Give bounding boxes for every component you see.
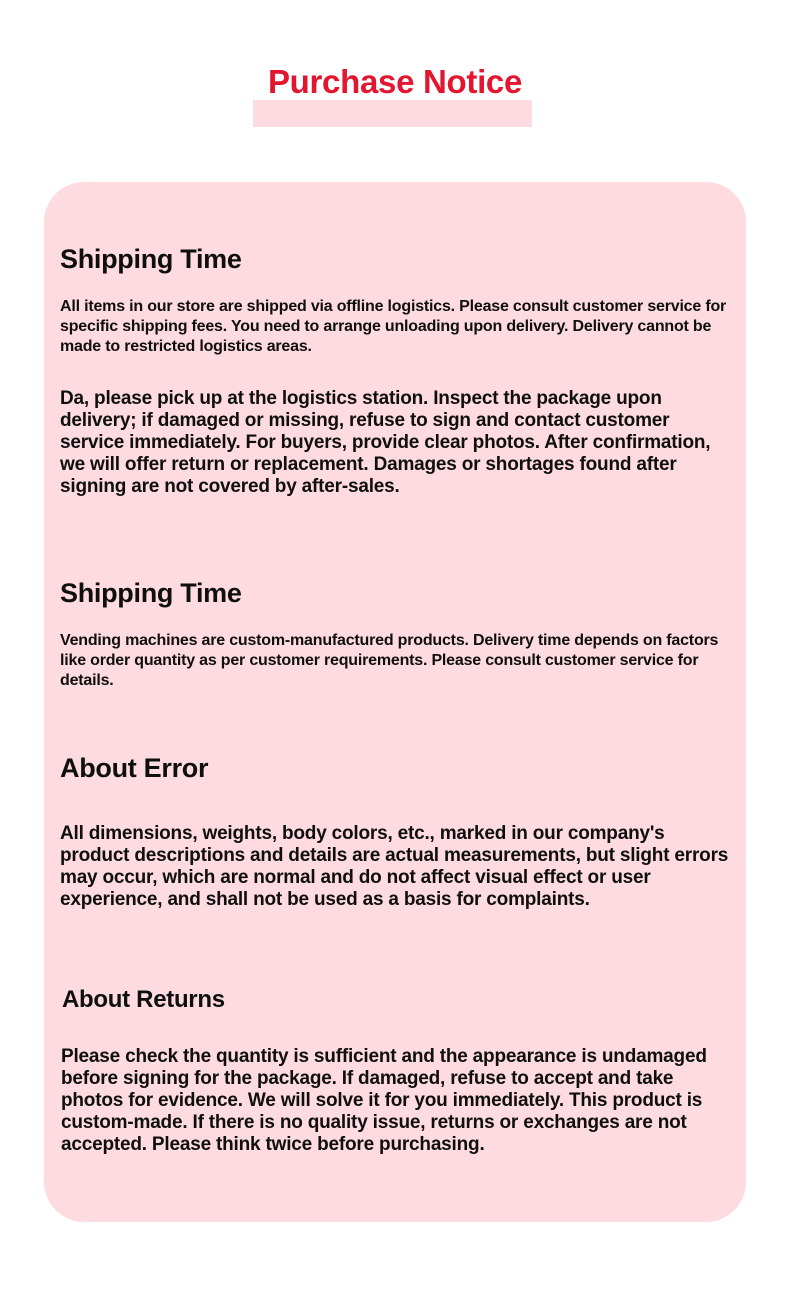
notice-card: [44, 182, 746, 1222]
section-heading-about-error: About Error: [60, 753, 209, 783]
shipping-logistics-paragraph: All items in our store are shipped via offline logistics. Please consult customer service for specific shipping fees. You need to arrange unloading upon delivery. Delivery cannot be made to restricted logistics areas.: [60, 298, 727, 355]
section-heading-shipping-time: Shipping Time: [60, 244, 242, 274]
section-heading-shipping-time-2: Shipping Time: [60, 578, 242, 608]
shipping-inspection-paragraph: Da, please pick up at the logistics station. Inspect the package upon delivery; if damaged or missing, refuse to sign and contact customer service immediately. For buyers, provide clear photos. After confirmation, we will offer return or replacement. Damages or shortages found after signing are not covered by after-sales.: [60, 388, 711, 497]
page-title: Purchase Notice: [267, 63, 523, 100]
title-banner: [0, 56, 790, 128]
title-highlight-bar: [253, 100, 532, 127]
section-heading-about-returns: About Returns: [62, 986, 225, 1013]
returns-paragraph: Please check the quantity is sufficient and the appearance is undamaged before signing for the package. If damaged, refuse to accept and take photos for evidence. We will solve it for you immediately. This product is custom-made. If there is no quality issue, returns or exchanges are not accepted. Please think twice before purchasing.: [61, 1046, 707, 1155]
error-paragraph: All dimensions, weights, body colors, etc., marked in our company's product descriptions and details are actual measurements, but slight errors may occur, which are normal and do not affect visual effect or user experience, and shall not be used as a basis for complaints.: [60, 823, 729, 910]
delivery-time-paragraph: Vending machines are custom-manufactured products. Delivery time depends on factors like order quantity as per customer requirements. Please consult customer service for details.: [60, 632, 719, 689]
